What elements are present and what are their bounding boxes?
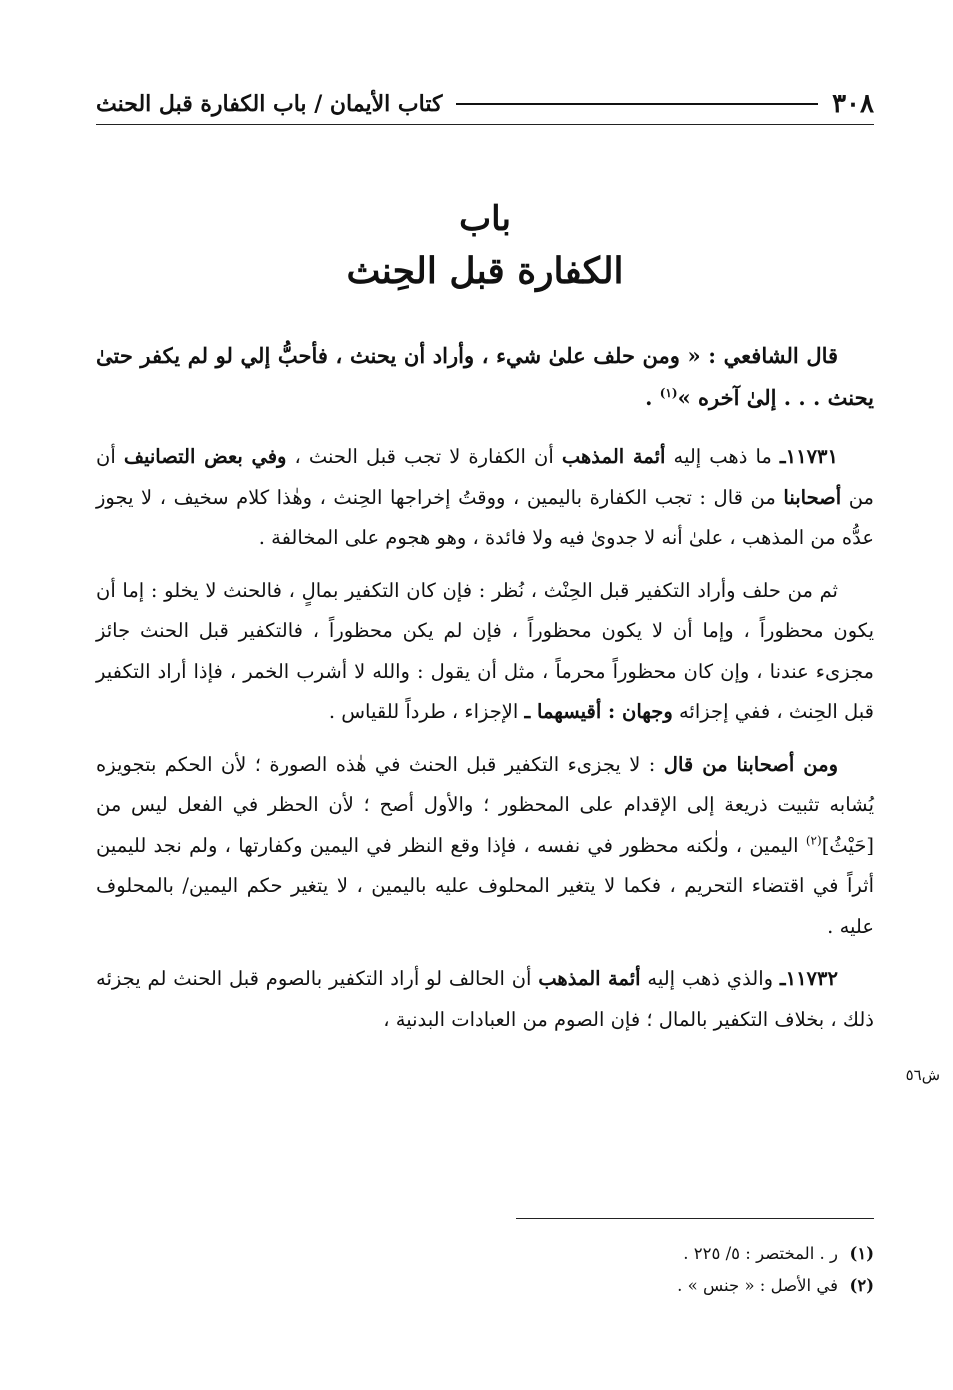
chapter-title <box>96 195 874 299</box>
bold-term: أصحابنا <box>783 485 842 509</box>
paragraph-11731 <box>96 437 874 559</box>
bold-term: وجهان : أقيسهما ـ <box>524 700 673 723</box>
quote-speaker: قال الشافعي : <box>708 343 839 368</box>
quote-text: « ومن حلف علىٰ شيء ، وأراد أن يحنث ، فأحبُّ إلي لو لم يكفر حتىٰ يحنث . . . إلىٰ آخره » <box>96 343 874 410</box>
shafii-quote <box>96 335 874 419</box>
paragraph-text: ما ذهب إليه <box>665 445 780 468</box>
paragraph-number: ١١٧٣٢ـ <box>779 967 838 990</box>
quote-end: . <box>645 385 660 410</box>
footnote-2 <box>96 1270 874 1302</box>
paragraph-text: والذي ذهب إليه <box>640 967 780 990</box>
body-text <box>96 335 874 1052</box>
paragraph-text: اليمين ، ولٰكنه محظور في نفسه ، فإذا وقع النظر في اليمين وكفارتها ، ولم نجد لليمين أثراً في اقتضاء التحريم ، فكما لا يتغير المحلوف عليه باليمين ، لا يتغير حكم اليمين/ بالمحلوف عليه . <box>96 833 874 938</box>
page-number: ٣٠٨ <box>832 89 874 119</box>
chapter-title-line1: باب <box>459 199 511 239</box>
paragraph-text: أن الحالف لو أراد التكفير بالصوم قبل الحنث لم يجزئه ذلك ، بخلاف التكفير بالمال ؛ فإن الصوم من العبادات البدنية ، <box>96 967 874 1031</box>
paragraph-text: الإجزاء ، طرداً للقياس . <box>328 700 525 723</box>
paragraph-text: من قال : تجب الكفارة باليمين ، ووقتُ إخراجها الحِنث ، وهٰذا كلام سخيف ، لا يجوز عدُّه من المذهب ، علىٰ أنه لا جدوىٰ فيه ولا فائدة ، وهو هجوم على المخالفة . <box>96 485 874 549</box>
footnote-1 <box>96 1238 874 1270</box>
paragraph-text: : لا يجزىء التكفير قبل الحنث في هٰذه الصورة ؛ لأن الحكم بتجويزه يُشابه تثبيت ذريعة إلى الإقدام على المحظور ؛ والأول أصح ؛ لأن الحظر في الفعل ليس من [حَيْثُ] <box>96 752 874 857</box>
paragraph-number: ١١٧٣١ـ <box>779 445 839 468</box>
footnote-ref-2[interactable]: (٢) <box>805 833 822 847</box>
header-rule <box>456 103 818 105</box>
bold-term: أئمة المذهب <box>538 967 641 990</box>
bold-term: أئمة المذهب <box>561 445 666 468</box>
footnote-text: ر . المختصر : ٥/ ٢٢٥ . <box>683 1244 838 1263</box>
header-title: كتاب الأيمان / باب الكفارة قبل الحنث <box>96 91 443 117</box>
paragraph-text: أن من <box>96 445 874 509</box>
paragraph-text: ثم من حلف وأراد التكفير قبل الحِنْث ، نُظر : فإن كان التكفير بمالٍ ، فالحنث لا يخلو : إما أن يكون محظوراً ، وإما أن لا يكون محظوراً ، فإن لم يكن محظوراً ، فالتكفير قبل الحنث جائز مجزىء عندنا ، وإن كان محظوراً محرماً ، مثل أن يقول : والله لا أشرب الخمر ، فإذا أراد التكفير قبل الحِنث ، ففي إجزائه <box>96 578 874 723</box>
paragraph-11732 <box>96 959 874 1040</box>
manuscript-margin-reference: ش٥٦ <box>905 1066 940 1084</box>
footnote-rule <box>516 1218 874 1219</box>
footnote-text: في الأصل : « جنس » . <box>677 1276 838 1295</box>
footnote-ref-1[interactable]: (١) <box>659 386 678 400</box>
paragraph-companions-opinion <box>96 745 874 948</box>
footnotes <box>96 1238 874 1302</box>
footnote-number: (١) <box>849 1244 874 1263</box>
footnote-number: (٢) <box>849 1276 874 1295</box>
bold-term: ومن أصحابنا من قال <box>663 752 838 776</box>
bold-term: وفي بعض التصانيف <box>123 445 287 468</box>
running-header <box>96 84 874 125</box>
paragraph-text: أن الكفارة لا تجب قبل الحنث ، <box>286 445 562 468</box>
chapter-title-line2: الكفارة قبل الحِنث <box>346 250 624 292</box>
paragraph-expiation-before-oath-breaking <box>96 571 874 733</box>
